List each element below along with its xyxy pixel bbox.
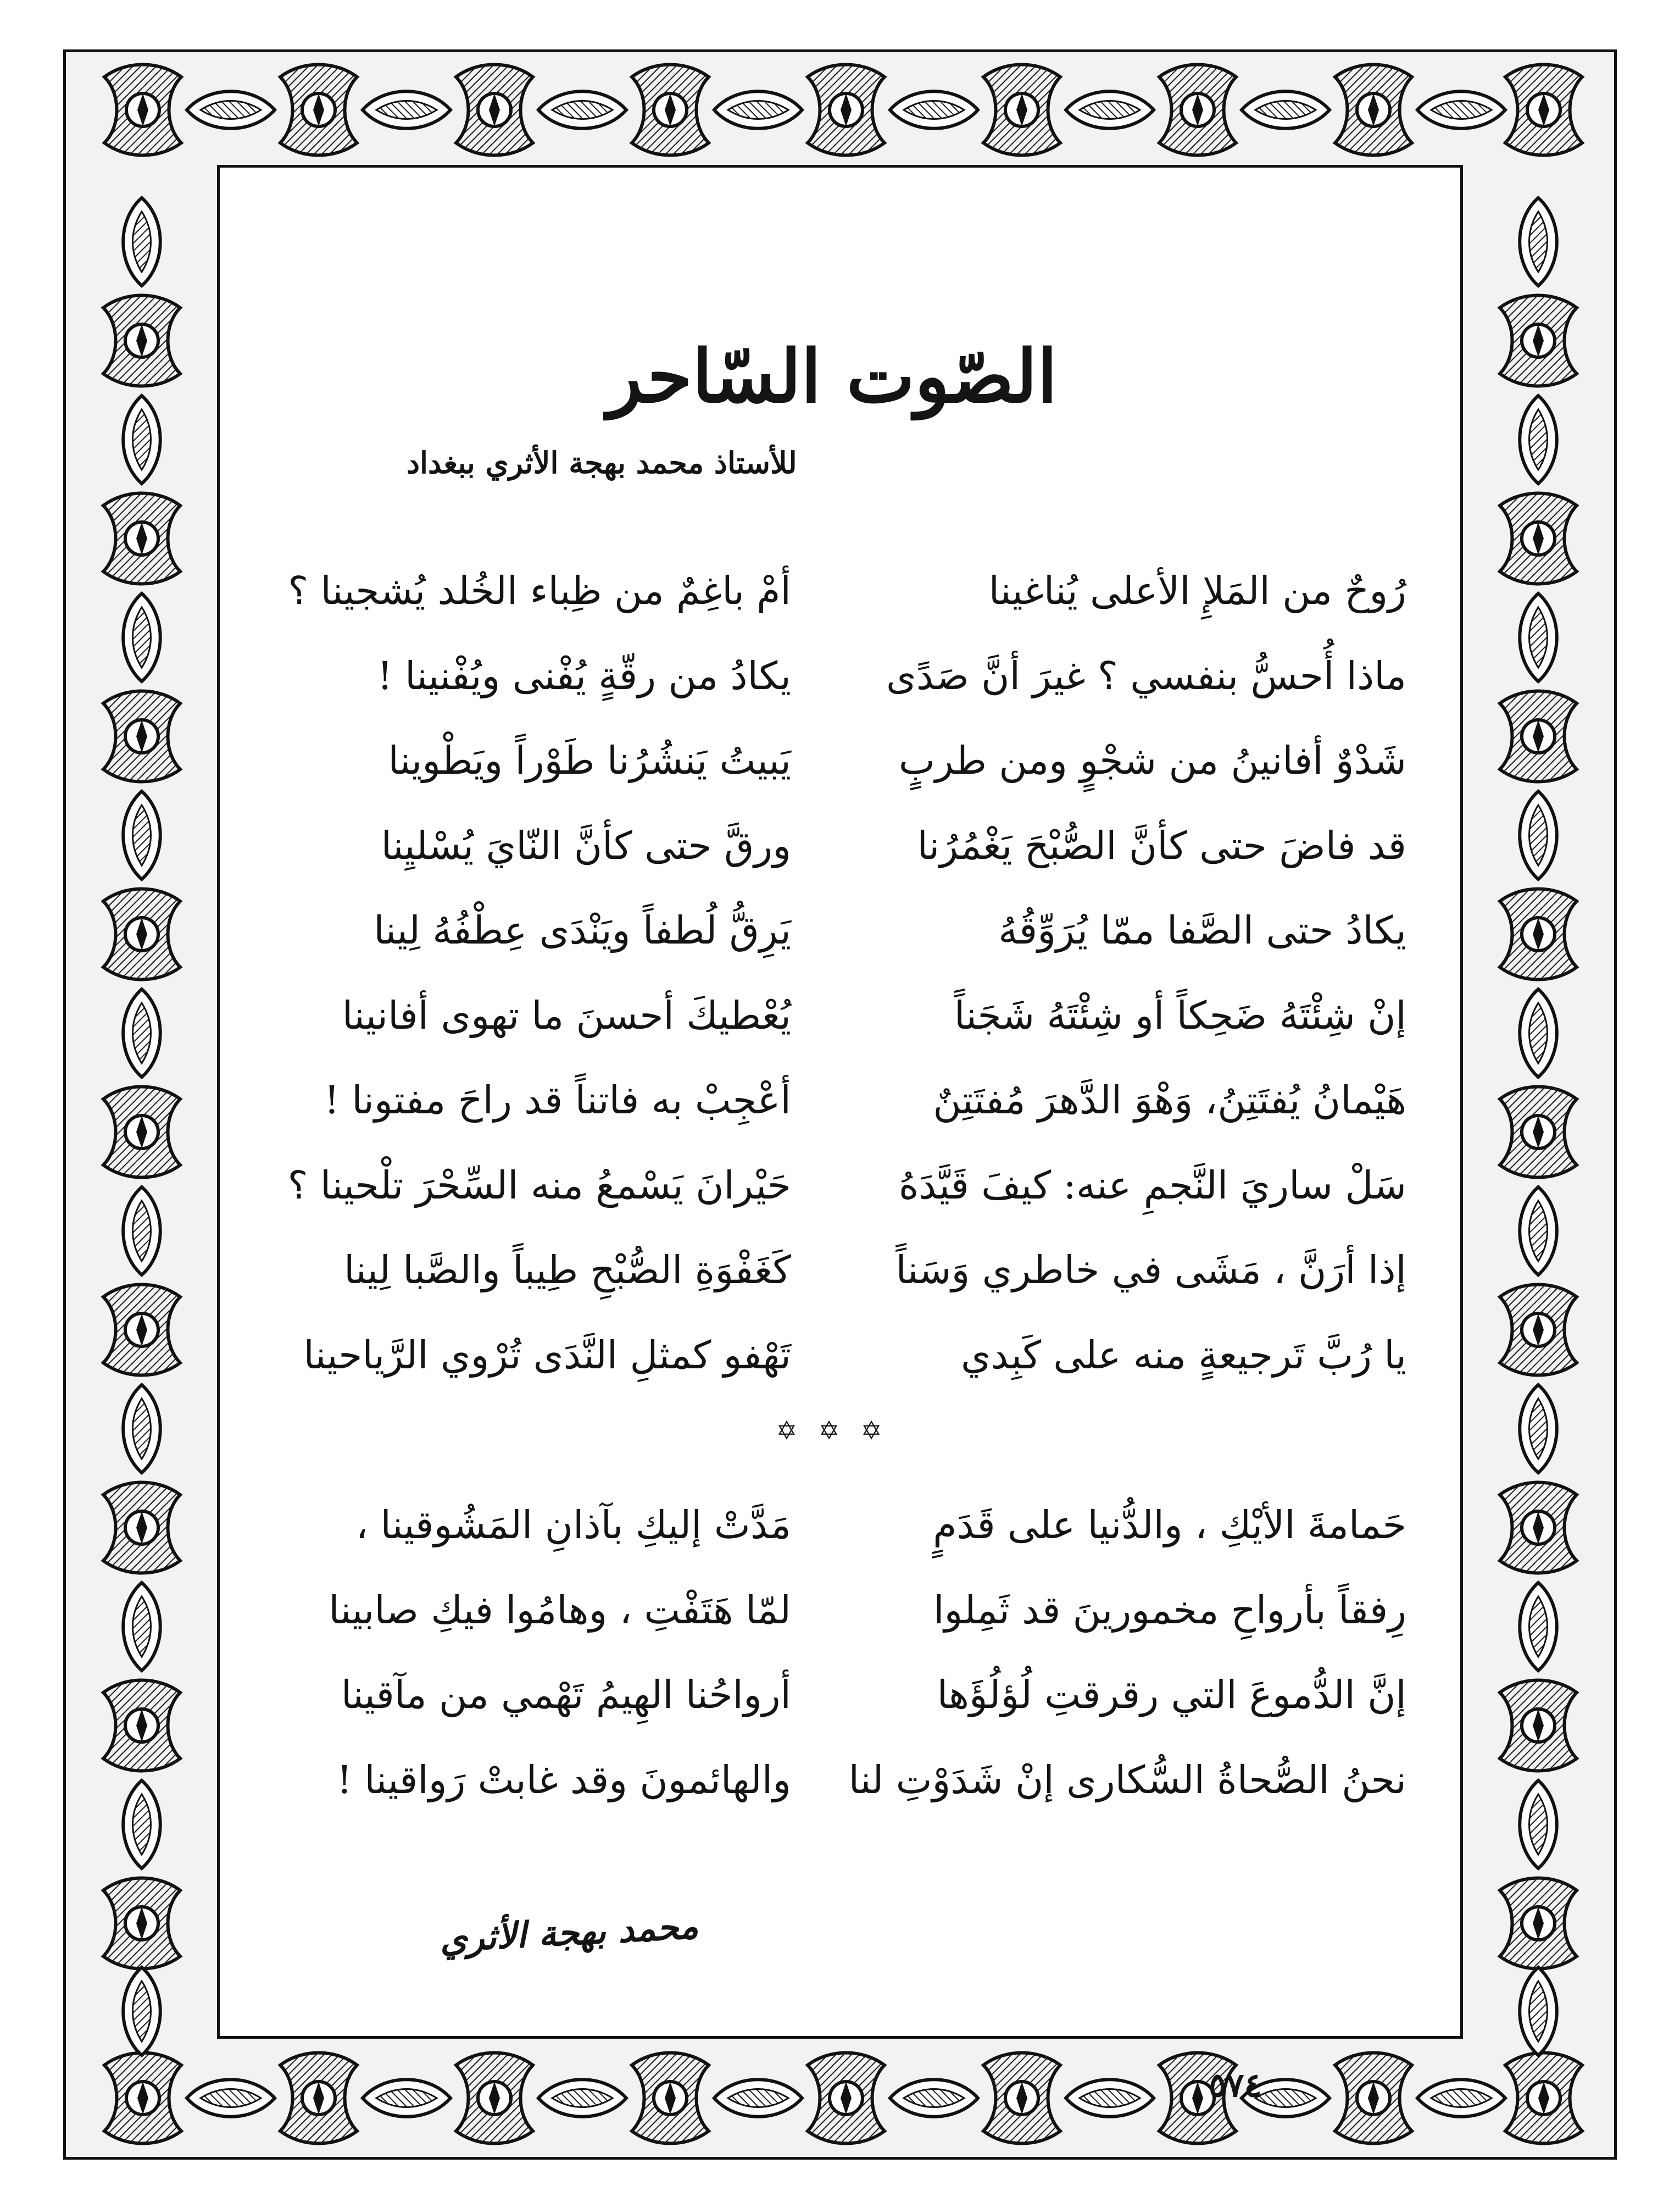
verse-ajz: أمْ باغِمٌ من ظِباء الخُلد يُشجينا ؟: [288, 568, 791, 613]
verse-ajz: يَرِقُّ لُطفاً ويَنْدَى عِطْفُهُ لِينا: [374, 908, 791, 953]
verse-sadr: إنْ شِئْتَهُ ضَحِكاً أو شِئْتَهُ شَجَناً: [954, 992, 1406, 1038]
author-signature: محمد بهجة الأثري: [438, 1905, 699, 1961]
stanza-separator-stars: ✡ ✡ ✡: [776, 1416, 889, 1445]
verse: [242, 730, 1423, 815]
verse-sadr: يا رُبَّ تَرجيعةٍ منه على كَبِدي: [961, 1332, 1406, 1378]
verse-sadr: رِفقاً بأرواحِ مخمورينَ قد ثَمِلوا: [933, 1587, 1406, 1633]
verse-ajz: ورقَّ حتى كأنَّ النّايَ يُسْليِنا: [381, 823, 791, 868]
author-line: للأستاذ محمد بهجة الأثري ببغداد: [407, 445, 797, 480]
verse: [242, 1325, 1423, 1410]
verse: [242, 1580, 1423, 1665]
verse: [242, 1750, 1423, 1835]
verse-sadr: شَدْوٌ أفانينُ من شجْوٍ ومن طربٍ: [898, 738, 1406, 783]
verse-ajz: تَهْفو كمثلِ النَّدَى تُرْوي الرَّياحينا: [303, 1332, 791, 1378]
verse-sadr: سَلْ ساريَ النَّجمِ عنه: كيفَ قَيَّدَهُ: [898, 1162, 1406, 1208]
verse: [242, 985, 1423, 1070]
verse: [242, 1155, 1423, 1240]
verse-sadr: يكادُ حتى الصَّفا ممّا يُرَوِّقُهُ: [998, 908, 1406, 953]
verse-sadr: قد فاضَ حتى كأنَّ الصُّبْحَ يَغْمُرُنا: [917, 823, 1406, 868]
verse-ajz: يَبيتُ يَنشُرُنا طَوْراً ويَطْوينا: [388, 738, 791, 783]
page-number: ٥٧٤: [1209, 2066, 1262, 2105]
verse-sadr: حَمامةَ الأيْكِ ، والدُّنيا على قَدَمٍ: [933, 1502, 1406, 1547]
verse-ajz: لمّا هَتَفْتِ ، وهامُوا فيكِ صابينا: [329, 1587, 791, 1633]
verse-sadr: إنَّ الدُّموعَ التي رقرقتِ لُؤلُؤَها: [937, 1672, 1406, 1717]
verse-ajz: أرواحُنا الهِيمُ تَهْمي من مآقينا: [341, 1672, 791, 1717]
verse: [242, 1495, 1423, 1580]
verse-ajz: حَيْرانَ يَسْمعُ منه السِّحْرَ تلْحينا ؟: [287, 1162, 791, 1208]
verse: [242, 1070, 1423, 1155]
verse: [242, 815, 1423, 901]
verse-sadr: ماذا أُحسُّ بنفسي ؟ غيرَ أنَّ صَدًى: [886, 653, 1406, 698]
verse-sadr: هَيْمانُ يُفتَتِنُ، وَهْوَ الدَّهرَ مُفتَتِنٌ: [933, 1078, 1406, 1123]
verse-ajz: كَغَفْوَةِ الصُّبْحِ طِيباً والصَّبا لِينا: [343, 1247, 791, 1292]
poem-title: الصّوت السّاحر: [607, 334, 1058, 419]
verse: [242, 561, 1423, 646]
page-content: [242, 181, 1423, 2105]
verse-sadr: رُوحٌ من المَلإِ الأعلى يُناغينا: [988, 568, 1406, 613]
verse-ajz: أعْجِبْ به فاتناً قد راحَ مفتونا !: [324, 1078, 791, 1123]
verse: [242, 1665, 1423, 1750]
verse-ajz: يكادُ من رقّةٍ يُفْنى ويُفْنينا !: [377, 653, 791, 698]
verse-sadr: نحنُ الصُّحاةُ السُّكارى إنْ شَدَوْتِ لنا: [848, 1757, 1406, 1802]
verse-ajz: والهائمونَ وقد غابتْ رَواقينا !: [336, 1757, 791, 1802]
verse: [242, 1240, 1423, 1325]
verse-sadr: إذا أرَنَّ ، مَشَى في خاطري وَسَناً: [895, 1247, 1406, 1292]
stanza-2: [242, 1495, 1423, 1834]
verse-ajz: مَدَّتْ إليكِ بآذانِ المَشُوقينا ،: [355, 1502, 791, 1547]
stanza-1: [242, 561, 1423, 1410]
verse: [242, 646, 1423, 731]
verse-ajz: يُعْطيكَ أحسنَ ما تهوى أفانينا: [342, 992, 791, 1038]
verse: [242, 900, 1423, 985]
